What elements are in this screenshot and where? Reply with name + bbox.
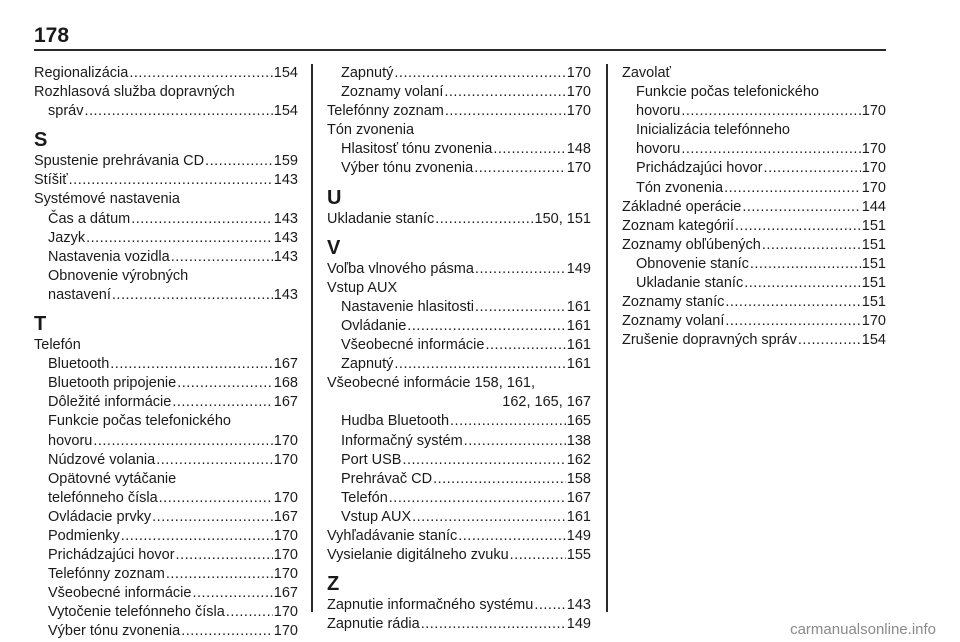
index-subentry: Vstup AUX ..... 161	[327, 508, 591, 527]
index-subentry-cont: nastavení ..... 143	[34, 286, 298, 305]
index-subentry: Ovládanie ..... 161	[327, 317, 591, 336]
index-subentry: Jazyk ..... 143	[34, 229, 298, 248]
index-subentry: Telefón ..... 167	[327, 489, 591, 508]
index-entry: Vysielanie digitálneho zvuku ..... 155	[327, 546, 591, 565]
index-entry: Zavolať	[622, 65, 671, 81]
index-subentry: Zapnutý ..... 170	[327, 64, 591, 83]
index-subentry: Núdzové volania ..... 170	[34, 451, 298, 470]
index-entry: Telefónny zoznam ..... 170	[327, 102, 591, 121]
index-entry: Základné operácie ..... 144	[622, 198, 886, 217]
index-entry: Rozhlasová služba dopravných	[34, 84, 235, 101]
letter-heading: T	[34, 313, 47, 336]
index-subentry: Prichádzajúci hovor ..... 170	[34, 546, 298, 565]
index-entry: Ukladanie staníc ..... 150, 151	[327, 210, 591, 229]
index-subentry-cont: telefónneho čísla ..... 170	[34, 489, 298, 508]
index-subentry-cont: hovoru ..... 170	[622, 102, 886, 121]
index-entry: Zapnutie rádia ..... 149	[327, 615, 591, 634]
index-subentry: Vytočenie telefónneho čísla ..... 170	[34, 603, 298, 622]
index-entry: Zoznam kategórií ..... 151	[622, 217, 886, 236]
index-subentry: Nastavenia vozidla ..... 143	[34, 248, 298, 267]
index-entry: Spustenie prehrávania CD ..... 159	[34, 152, 298, 171]
index-subentry: Zoznamy volaní ..... 170	[327, 83, 591, 102]
index-column-1	[34, 64, 298, 640]
index-subentry: Funkcie počas telefonického	[48, 413, 231, 430]
watermark-footer: carmanualsonline.info	[790, 621, 936, 638]
index-entry: Všeobecné informácie 158, 161,	[327, 375, 535, 392]
index-entry: Vyhľadávanie staníc ..... 149	[327, 527, 591, 546]
index-subentry-cont: hovoru ..... 170	[622, 140, 886, 159]
index-subentry: Obnovenie výrobných	[48, 267, 189, 284]
index-subentry: Informačný systém ..... 138	[327, 432, 591, 451]
index-subentry: Prehrávač CD ..... 158	[327, 470, 591, 489]
index-subentry: Funkcie počas telefonického	[636, 84, 819, 101]
index-subentry: Port USB ..... 162	[327, 451, 591, 470]
page-number: 178	[34, 24, 70, 47]
letter-heading: Z	[327, 573, 340, 596]
index-entry: Zrušenie dopravných správ ..... 154	[622, 331, 886, 350]
index-subentry: Bluetooth pripojenie ..... 168	[34, 374, 298, 393]
index-entry: Voľba vlnového pásma ..... 149	[327, 260, 591, 279]
index-subentry: Prichádzajúci hovor ..... 170	[622, 159, 886, 178]
index-entry: Zapnutie informačného systému ..... 143	[327, 596, 591, 615]
index-entry: Zoznamy volaní ..... 170	[622, 312, 886, 331]
index-entry: Stíšiť ..... 143	[34, 171, 298, 190]
header-rule	[34, 49, 886, 51]
index-subentry: Všeobecné informácie ..... 167	[34, 584, 298, 603]
letter-heading: V	[327, 236, 341, 259]
index-subentry-cont: hovoru ..... 170	[34, 432, 298, 451]
index-subentry: Ukladanie staníc ..... 151	[622, 274, 886, 293]
index-subentry: Tón zvonenia ..... 170	[622, 179, 886, 198]
index-entry: Telefón	[34, 337, 81, 354]
index-entry: Tón zvonenia	[327, 122, 415, 139]
index-subentry: Hlasitosť tónu zvonenia ..... 148	[327, 140, 591, 159]
index-subentry: Nastavenie hlasitosti ..... 161	[327, 298, 591, 317]
index-subentry: Čas a dátum ..... 143	[34, 210, 298, 229]
index-column-3	[622, 64, 886, 612]
index-entry-pages: 162, 165, 167	[502, 394, 591, 411]
index-subentry: Zapnutý ..... 161	[327, 355, 591, 374]
index-subentry: Ovládacie prvky ..... 167	[34, 508, 298, 527]
index-subentry: Telefónny zoznam ..... 170	[34, 565, 298, 584]
index-entry: Vstup AUX	[327, 279, 398, 296]
letter-heading: U	[327, 186, 342, 209]
index-subentry: Všeobecné informácie ..... 161	[327, 336, 591, 355]
index-entry: Zoznamy obľúbených ..... 151	[622, 236, 886, 255]
column-divider	[606, 64, 608, 612]
index-subentry: Opätovné vytáčanie	[48, 470, 177, 487]
index-subentry: Hudba Bluetooth ..... 165	[327, 412, 591, 431]
index-subentry: Podmienky ..... 170	[34, 527, 298, 546]
index-subentry: Výber tónu zvonenia ..... 170	[34, 622, 298, 641]
letter-heading: S	[34, 129, 48, 152]
index-subentry: Obnovenie staníc ..... 151	[622, 255, 886, 274]
index-subentry: Inicializácia telefónneho	[636, 122, 790, 139]
index-entry: Systémové nastavenia	[34, 191, 180, 208]
column-divider	[311, 64, 313, 612]
index-entry-cont: správ ..... 154	[34, 102, 298, 121]
index-entry: Zoznamy staníc ..... 151	[622, 293, 886, 312]
index-entry: Regionalizácia ..... 154	[34, 64, 298, 83]
index-subentry: Dôležité informácie ..... 167	[34, 393, 298, 412]
index-subentry: Bluetooth ..... 167	[34, 355, 298, 374]
index-subentry: Výber tónu zvonenia ..... 170	[327, 159, 591, 178]
index-column-2	[327, 64, 591, 633]
